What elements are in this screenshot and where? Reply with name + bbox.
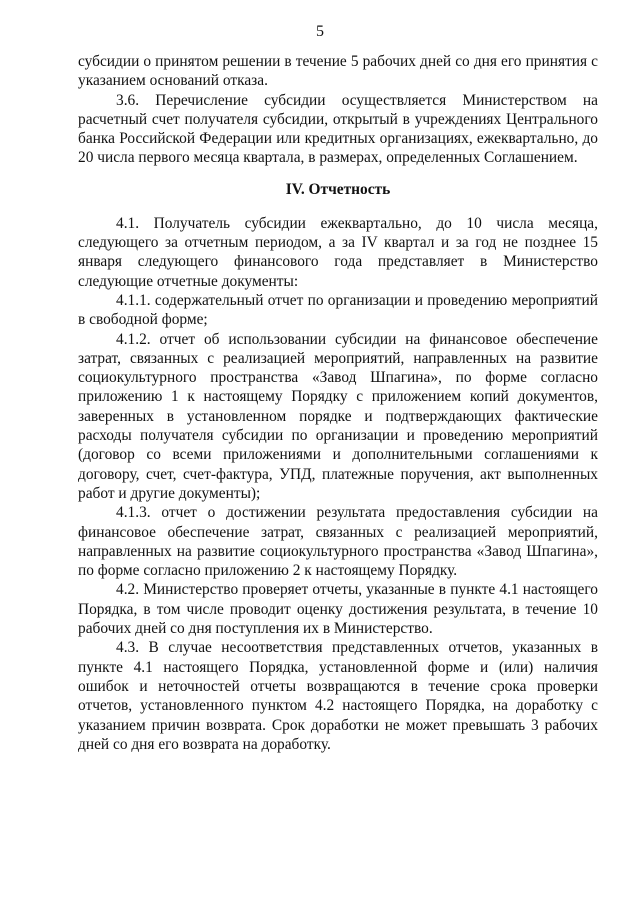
paragraph-3-6: 3.6. Перечисление субсидии осуществляется Министерством на расчетный счет получателя субсидии, открытый в учреждениях Центрального банка Российской Федерации или кредитных организациях, ежеквартально, до 20 числа первого месяца квартала, в размерах, определенных Соглашением. xyxy=(78,91,598,167)
paragraph-4-1-3: 4.1.3. отчет о достижении результата предоставления субсидии на финансовое обеспечение затрат, связанных с реализацией мероприятий, направленных на развитие социокультурного пространства «Завод Шпагина», по форме согласно приложению 2 к настоящему Порядку. xyxy=(78,504,598,580)
paragraph-4-2: 4.2. Министерство проверяет отчеты, указанные в пункте 4.1 настоящего Порядка, в том числе проводит оценку достижения результата, в течение 10 рабочих дней со дня поступления их в Министерство. xyxy=(78,581,598,638)
section-heading: IV. Отчетность xyxy=(285,180,391,198)
document-body xyxy=(78,52,598,754)
paragraph-4-1-1: 4.1.1. содержательный отчет по организации и проведению мероприятий в свободной форме; xyxy=(78,291,598,329)
paragraph-4-1-2: 4.1.2. отчет об использовании субсидии на финансовое обеспечение затрат, связанных с реализацией мероприятий, направленных на развитие социокультурного пространства «Завод Шпагина», по форме согласно приложению 1 к настоящему Порядку с приложением копий документов, заверенных в установленном порядке и подтверждающих фактические расходы получателя субсидии по организации и проведению мероприятий (договор со всеми приложениями и дополнительными соглашениями к договору, счет, счет-фактура, УПД, платежные поручения, акт выполненных работ и другие документы); xyxy=(78,330,598,502)
paragraph-4-3: 4.3. В случае несоответствия представленных отчетов, указанных в пункте 4.1 настоящего Порядка, установленной форме и (или) наличия ошибок и неточностей отчеты возвращаются в течение срока проверки отчетов, установленного пунктом 4.2 настоящего Порядка, на доработку с указанием причин возврата. Срок доработки не может превышать 3 рабочих дней со дня его возврата на доработку. xyxy=(78,639,598,753)
paragraph-4-1: 4.1. Получатель субсидии ежеквартально, до 10 числа месяца, следующего за отчетным периодом, а за IV квартал и за год не позднее 15 января следующего финансового года представляет в Министерство следующие отчетные документы: xyxy=(78,214,598,290)
paragraph-continuation: субсидии о принятом решении в течение 5 рабочих дней со дня его принятия с указанием оснований отказа. xyxy=(78,53,598,90)
page-number: 5 xyxy=(316,23,324,40)
